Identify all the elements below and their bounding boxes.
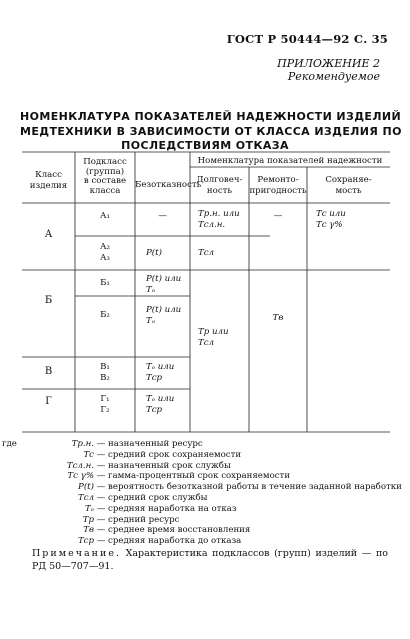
class-g: Г	[45, 396, 52, 407]
legend-item: Tс γ% — гамма-процентный срок сохраняемости	[67, 471, 291, 482]
header-subclass: Подкласс (группа) в составе класса	[83, 157, 127, 196]
subclass-v: В₁ В₂	[100, 362, 110, 383]
note-text: Характеристика подклассов (групп) изделий — по РД 50—707—91.	[32, 548, 388, 572]
durability-a1: Tр.н. или Tсл.н.	[198, 209, 240, 230]
header-durability: Долговеч- ность	[196, 175, 243, 196]
header-storability: Сохраняе- мость	[325, 175, 372, 196]
subclass-b1: Б₁	[100, 278, 110, 288]
subclass-a2-a3: А₂ А₃	[100, 242, 110, 263]
header-group: Номенклатура показателей надежности	[197, 156, 383, 166]
reliability-g: Tₒ или Tср	[146, 394, 175, 415]
title-line: НОМЕНКЛАТУРА ПОКАЗАТЕЛЕЙ НАДЕЖНОСТИ ИЗДЕЛИЙ	[20, 110, 402, 123]
footnote	[32, 547, 388, 573]
class-a: А	[44, 229, 53, 240]
legend-item: где Tр.н. — назначенный ресурс	[2, 439, 203, 449]
maintainability-merged: Tв	[272, 313, 284, 323]
legend-item: Tв — среднее время восстановления	[83, 525, 251, 536]
legend-item: Tс — средний срок сохраняемости	[83, 449, 242, 460]
legend-item: Tр — средний ресурс	[82, 514, 180, 525]
class-b: Б	[44, 295, 53, 306]
header-reliability: Безотказность	[135, 180, 202, 190]
class-v: В	[44, 366, 53, 377]
legend	[2, 439, 402, 547]
header-maintainability: Ремонто- пригодность	[249, 175, 307, 196]
header-class: Класс изделия	[29, 170, 68, 191]
appendix-title: ПРИЛОЖЕНИЕ 2	[277, 57, 380, 70]
page-header: ГОСТ Р 50444—92 С. 35	[226, 32, 388, 46]
reliability-v: Tₒ или Tср	[146, 362, 175, 383]
note-label: Примечание.	[32, 548, 121, 559]
subclass-b2: Б₂	[100, 310, 110, 320]
subclass-g: Г₁ Г₂	[100, 394, 110, 415]
durability-merged: Tр или Tсл	[198, 327, 229, 348]
subclass-a1: А₁	[100, 211, 110, 221]
reliability-b1: P(t) или Tₒ	[146, 274, 182, 295]
reliability-b2: P(t) или Tₒ	[146, 305, 182, 326]
title-line: МЕДТЕХНИКИ В ЗАВИСИМОСТИ ОТ КЛАССА ИЗДЕЛИЯ ПО	[20, 124, 402, 138]
durability-a23: Tсл	[198, 248, 215, 258]
storability-a1: Tс или Tс γ%	[316, 209, 346, 230]
legend-item: Tₒ — средняя наработка на отказ	[84, 503, 237, 514]
legend-item: Tсл — средний срок службы	[77, 492, 208, 503]
legend-item: Tсл.н. — назначенный срок службы	[66, 460, 231, 471]
reliability-a23: P(t)	[146, 248, 162, 258]
maintainability-a1: —	[273, 211, 283, 221]
legend-item: P(t) — вероятность безотказной работы в течение заданной наработки	[78, 482, 402, 493]
title-line: ПОСЛЕДСТВИЯМ ОТКАЗА	[121, 139, 289, 152]
legend-item: Tср — средняя наработка до отказа	[77, 536, 242, 547]
appendix-status: Рекомендуемое	[287, 70, 380, 83]
reliability-a1: —	[158, 211, 167, 221]
